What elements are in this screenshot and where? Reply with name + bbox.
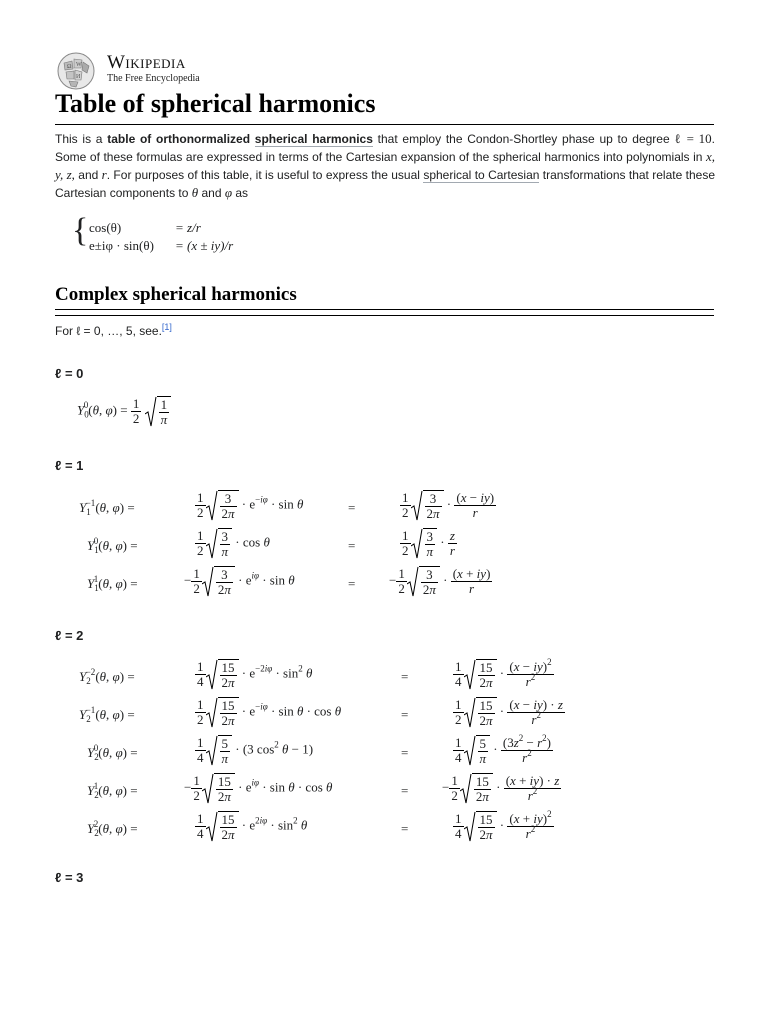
spherical-to-cartesian-link[interactable]: spherical to Cartesian [423, 168, 540, 182]
intro-text: transformations that relate these Cartesian components to [55, 168, 715, 200]
formula-y2m1-mid: $\frac{1}{2}$ $\frac{15}{2\pi}$ · $e^{-i\varphi} \cdot \sin \theta \cdot \cos \theta$ [197, 697, 342, 728]
intro-text: that employ the Condon-Shortley phase up to degree [372, 132, 675, 146]
formula-y21-right: − $\frac{1}{2}$ $\frac{15}{2\pi}$ · $\frac{(x + iy) \cdot z}{r^2}$ [442, 773, 560, 804]
formula-y11-label: $Y_1^1(\theta$, φ) = [87, 574, 138, 593]
formula-y2m2-mid: $\frac{1}{4}$ $\frac{15}{2\pi}$ · $e^{-2i\varphi} \cdot \sin^2 \theta$ [197, 659, 313, 690]
section-underline-2 [55, 315, 714, 316]
r-math: r [101, 167, 107, 182]
formula-y2m1-label: $Y_2^{-1}(\theta$, φ) = [79, 705, 135, 724]
intro-text: . For purposes of this table, it is useful to express the usual [106, 168, 424, 182]
wikipedia-tagline: The Free Encyclopedia [107, 73, 200, 84]
formula-y10-label: $Y_1^0(\theta$, φ) = [87, 536, 138, 555]
equals-sign: = [401, 745, 409, 760]
formula-y22-right: $\frac{1}{4}$ $\frac{15}{2\pi}$ · $\frac{(x + iy)^2}{r^2}$ [455, 809, 552, 842]
equals-sign: = [348, 500, 356, 515]
svg-text:Ω: Ω [67, 64, 72, 70]
formula-y20-label: $Y_2^0(\theta$, φ) = [87, 743, 138, 762]
equals-sign: = [401, 821, 409, 836]
intro-bold-text: table of orthonormalized [107, 132, 255, 146]
formula-y10-mid: $\frac{1}{2}$ $\frac{3}{\pi}$ · cos θ [197, 528, 270, 559]
intro-text: as [232, 186, 249, 200]
wikipedia-globe-icon[interactable] [54, 51, 98, 91]
intro-text: This is a [55, 132, 108, 146]
formula-y10-right: $\frac{1}{2}$ $\frac{3}{\pi}$ · $\frac{z}{r}$ [402, 528, 455, 559]
formula-y2m2-right: $\frac{1}{4}$ $\frac{15}{2\pi}$ · $\frac{(x - iy)^2}{r^2}$ [455, 657, 552, 690]
for-line-text: For ℓ = 0, …, 5, see. [55, 324, 162, 338]
degree-math: ℓ = 10 [674, 131, 712, 146]
section-heading: Complex spherical harmonics [55, 284, 297, 305]
equals-sign: = [401, 783, 409, 798]
theta-math: θ [191, 185, 199, 200]
heading-l3: ℓ = 3 [55, 870, 84, 885]
formula-y20-mid: $\frac{1}{4}$ $\frac{5}{\pi}$ · (3 $\cos^2 \theta - 1$) [197, 735, 314, 766]
intro-text: and [198, 186, 225, 200]
formula-y22-mid: $\frac{1}{4}$ $\frac{15}{2\pi}$ · $e^{2i\varphi} \cdot \sin^2 \theta$ [197, 811, 308, 842]
equals-sign: = [401, 669, 409, 684]
reference-link[interactable]: [1] [161, 322, 172, 332]
formula-y2m1-right: $\frac{1}{2}$ $\frac{15}{2\pi}$ · $\frac{(x - iy) \cdot z}{r^2}$ [455, 697, 563, 728]
formula-y1m1-label: $Y_1^{-1}(\theta$, φ) = [79, 498, 135, 517]
wikipedia-wordmark[interactable]: Wikipedia [107, 52, 186, 73]
equals-sign: = [348, 576, 356, 591]
formula-y11-mid: − $\frac{1}{2}$ $\frac{3}{2\pi}$ · $e^{i\varphi} \cdot \sin \theta$ [184, 566, 295, 597]
formula-y11-right: − $\frac{1}{2}$ $\frac{3}{2\pi}$ · $\frac{(x + iy)}{r}$ [389, 566, 491, 597]
vars-math: x, y, z, [55, 149, 715, 182]
heading-l2: ℓ = 2 [55, 628, 84, 643]
for-line [55, 322, 172, 338]
formula-y22-label: $Y_2^2(\theta$, φ) = [87, 819, 138, 838]
page-title: Table of spherical harmonics [55, 89, 376, 118]
svg-text:W: W [76, 62, 82, 68]
formula-y1m1-mid: $\frac{1}{2}$ $\frac{3}{2\pi}$ · $e^{-i\varphi} \cdot \sin \theta$ [197, 490, 304, 521]
section-underline [55, 309, 714, 310]
intro-text: . Some of these formulas are expressed in terms of the Cartesian expansion of the spherical harmonics into polynomials in [55, 132, 716, 164]
heading-l0: ℓ = 0 [55, 366, 84, 381]
formula-y21-mid: − $\frac{1}{2}$ $\frac{15}{2\pi}$ · $e^{i\varphi} \cdot \sin \theta \cdot \cos \theta$ [184, 773, 333, 804]
system-row-1-right: = z/r [175, 220, 201, 235]
intro-text: and [74, 168, 102, 182]
spherical-harmonics-link[interactable]: spherical harmonics [254, 132, 373, 146]
equals-sign: = [348, 538, 356, 553]
system-row-2-left: e±iφ · sin(θ) [89, 238, 154, 253]
heading-l1: ℓ = 1 [55, 458, 84, 473]
title-underline [55, 124, 714, 125]
brace-symbol: { [72, 212, 89, 249]
formula-y20-right: $\frac{1}{4}$ $\frac{5}{\pi}$ · $\frac{(3z^2 - r^2)}{r^2}$ [455, 733, 552, 766]
formula-y21-label: $Y_2^1(\theta$, φ) = [87, 781, 138, 800]
system-row-2-right: = (x ± iy)/r [175, 238, 234, 253]
svg-text:И: И [76, 74, 81, 80]
formula-y00: $Y_0^0(\theta$, φ) = $\frac{1}{2}$ $\frac{1}{\pi}$ [77, 396, 171, 427]
formula-y1m1-right: $\frac{1}{2}$ $\frac{3}{2\pi}$ · $\frac{(x - iy)}{r}$ [402, 490, 495, 521]
equals-sign: = [401, 707, 409, 722]
intro-paragraph [55, 130, 715, 202]
phi-math: φ [224, 185, 233, 200]
formula-y2m2-label: $Y_2^{-2}(\theta$, φ) = [79, 667, 135, 686]
system-row-1-left: cos(θ) [89, 220, 122, 235]
